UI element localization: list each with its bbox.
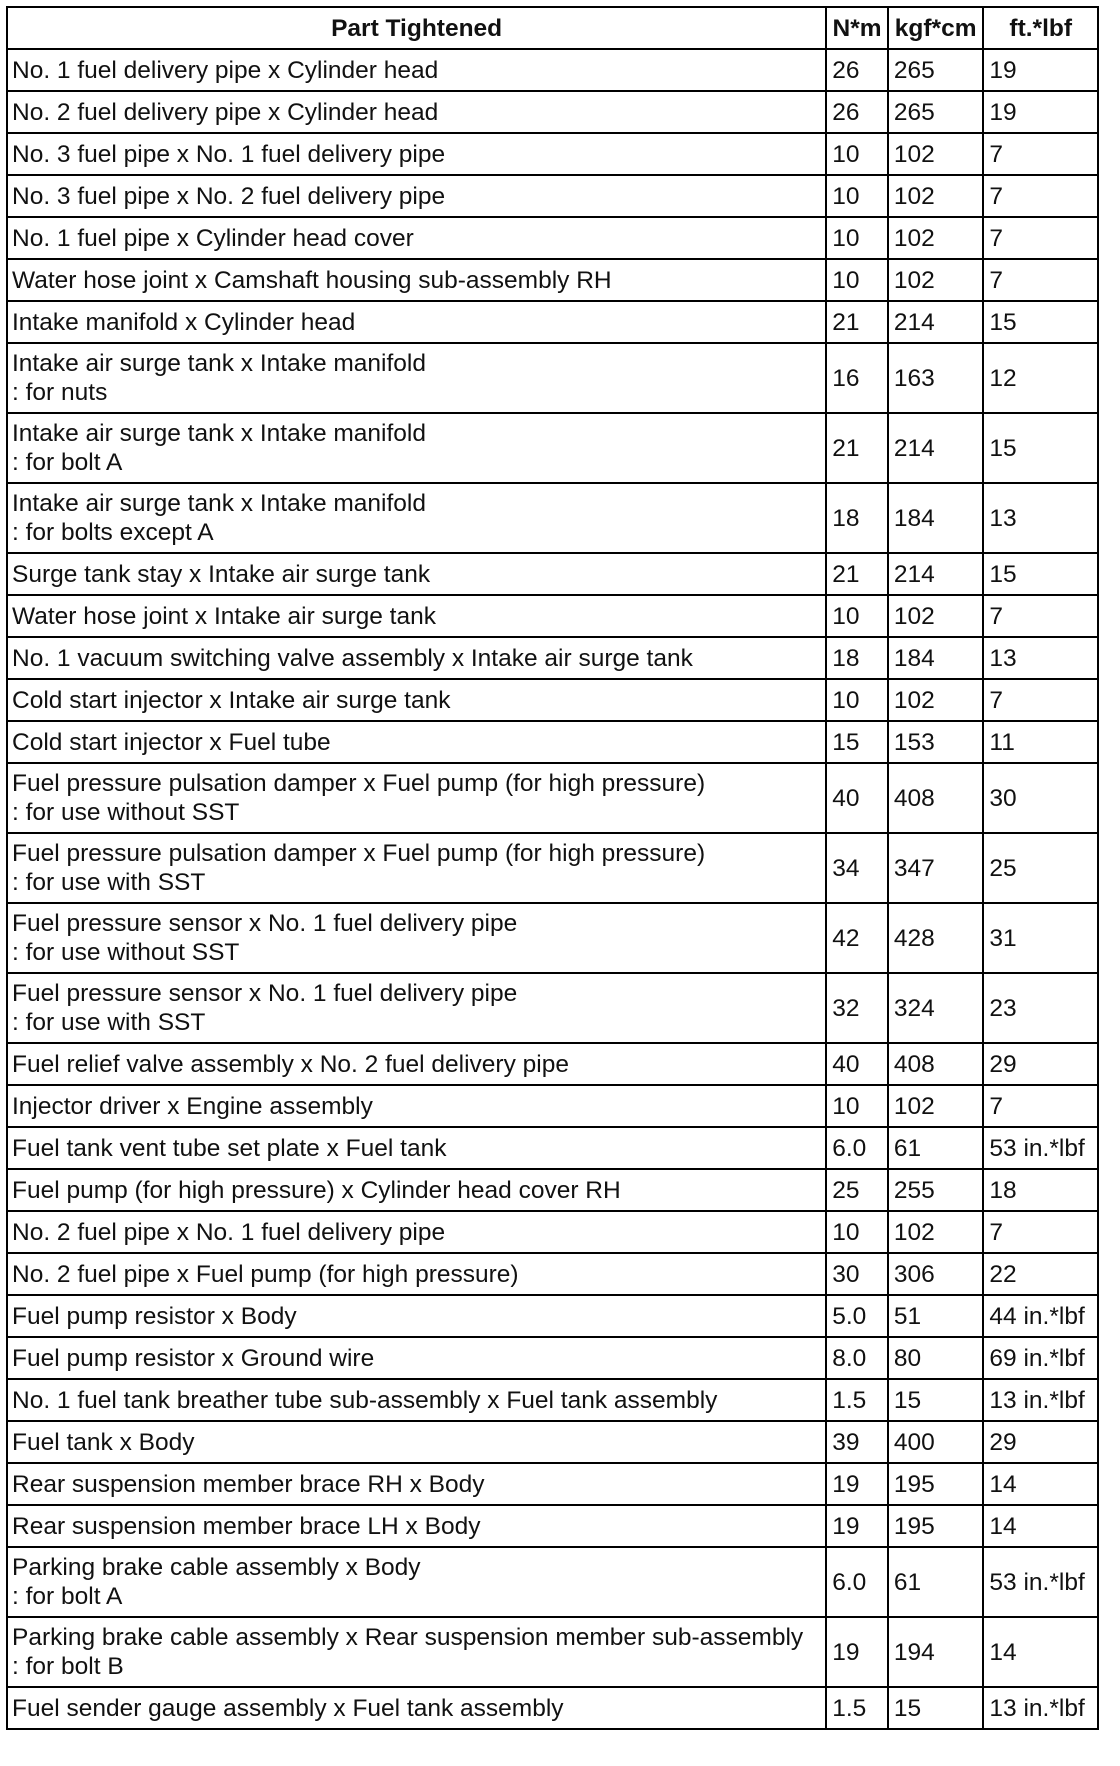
part-name: Fuel pump resistor x Ground wire [12, 1344, 375, 1372]
ft-lbf-value-cell: 15 [983, 413, 1098, 483]
part-tightened-cell [7, 1421, 826, 1463]
part-tightened-cell [7, 903, 826, 973]
kgf-cm-value-cell: 184 [888, 483, 984, 553]
ft-lbf-value-cell: 7 [983, 595, 1098, 637]
nm-value-cell: 25 [826, 1169, 888, 1211]
nm-value-cell: 21 [826, 553, 888, 595]
part-tightened-cell [7, 301, 826, 343]
part-name: Intake air surge tank x Intake manifold [12, 350, 426, 377]
ft-lbf-value-cell: 31 [983, 903, 1098, 973]
ft-lbf-value-cell: 7 [983, 679, 1098, 721]
part-name: Cold start injector x Intake air surge tank [12, 686, 451, 714]
table-row [7, 259, 1098, 301]
table-row [7, 1505, 1098, 1547]
part-tightened-cell [7, 1253, 826, 1295]
part-name: No. 1 vacuum switching valve assembly x Intake air surge tank [12, 644, 693, 672]
part-name: No. 1 fuel tank breather tube sub-assembly x Fuel tank assembly [12, 1386, 718, 1414]
part-name: Fuel pressure sensor x No. 1 fuel delivery pipe [12, 910, 518, 937]
part-name: Water hose joint x Camshaft housing sub-assembly RH [12, 266, 612, 294]
part-tightened-cell [7, 49, 826, 91]
nm-value-cell: 5.0 [826, 1295, 888, 1337]
header-row [7, 7, 1098, 49]
table-row [7, 483, 1098, 553]
nm-value-cell: 16 [826, 343, 888, 413]
ft-lbf-value-cell: 14 [983, 1463, 1098, 1505]
kgf-cm-value-cell: 347 [888, 833, 984, 903]
header-ft-lbf: ft.*lbf [983, 7, 1098, 49]
nm-value-cell: 10 [826, 679, 888, 721]
nm-value-cell: 30 [826, 1253, 888, 1295]
ft-lbf-value-cell: 53 in.*lbf [983, 1127, 1098, 1169]
kgf-cm-value-cell: 102 [888, 133, 984, 175]
table-row [7, 1687, 1098, 1729]
table-row [7, 1169, 1098, 1211]
table-row [7, 1337, 1098, 1379]
ft-lbf-value-cell: 15 [983, 301, 1098, 343]
part-name: Intake air surge tank x Intake manifold [12, 490, 426, 517]
table-row [7, 679, 1098, 721]
kgf-cm-value-cell: 163 [888, 343, 984, 413]
kgf-cm-value-cell: 15 [888, 1687, 984, 1729]
header-nm: N*m [826, 7, 888, 49]
ft-lbf-value-cell: 7 [983, 133, 1098, 175]
part-name: No. 1 fuel pipe x Cylinder head cover [12, 224, 414, 252]
table-row [7, 1379, 1098, 1421]
part-tightened-cell [7, 259, 826, 301]
table-row [7, 343, 1098, 413]
kgf-cm-value-cell: 214 [888, 301, 984, 343]
part-tightened-cell [7, 1295, 826, 1337]
table-row [7, 595, 1098, 637]
part-name: Fuel pump (for high pressure) x Cylinder head cover RH [12, 1176, 621, 1204]
part-name: Fuel tank x Body [12, 1428, 195, 1456]
ft-lbf-value-cell: 14 [983, 1505, 1098, 1547]
part-tightened-cell [7, 1463, 826, 1505]
ft-lbf-value-cell: 13 [983, 483, 1098, 553]
kgf-cm-value-cell: 102 [888, 217, 984, 259]
part-name: Fuel pump resistor x Body [12, 1302, 297, 1330]
nm-value-cell: 10 [826, 217, 888, 259]
kgf-cm-value-cell: 408 [888, 763, 984, 833]
nm-value-cell: 10 [826, 133, 888, 175]
ft-lbf-value-cell: 23 [983, 973, 1098, 1043]
kgf-cm-value-cell: 214 [888, 413, 984, 483]
nm-value-cell: 26 [826, 91, 888, 133]
part-name: Fuel pressure sensor x No. 1 fuel delivery pipe [12, 980, 518, 1007]
nm-value-cell: 8.0 [826, 1337, 888, 1379]
nm-value-cell: 19 [826, 1505, 888, 1547]
table-row [7, 637, 1098, 679]
header-part-tightened: Part Tightened [7, 7, 826, 49]
table-row [7, 1211, 1098, 1253]
part-note: : for nuts [12, 379, 108, 406]
ft-lbf-value-cell: 44 in.*lbf [983, 1295, 1098, 1337]
part-tightened-cell [7, 413, 826, 483]
table-row [7, 1421, 1098, 1463]
kgf-cm-value-cell: 255 [888, 1169, 984, 1211]
nm-value-cell: 15 [826, 721, 888, 763]
part-tightened-cell [7, 343, 826, 413]
kgf-cm-value-cell: 102 [888, 679, 984, 721]
part-tightened-cell [7, 483, 826, 553]
part-tightened-cell [7, 1127, 826, 1169]
part-tightened-cell [7, 595, 826, 637]
table-row [7, 1547, 1098, 1617]
kgf-cm-value-cell: 265 [888, 91, 984, 133]
kgf-cm-value-cell: 400 [888, 1421, 984, 1463]
table-row [7, 903, 1098, 973]
part-tightened-cell [7, 1547, 826, 1617]
kgf-cm-value-cell: 153 [888, 721, 984, 763]
ft-lbf-value-cell: 7 [983, 1085, 1098, 1127]
nm-value-cell: 21 [826, 301, 888, 343]
part-name: Rear suspension member brace LH x Body [12, 1512, 481, 1540]
nm-value-cell: 10 [826, 1211, 888, 1253]
kgf-cm-value-cell: 102 [888, 595, 984, 637]
part-name: Intake manifold x Cylinder head [12, 308, 356, 336]
table-row [7, 833, 1098, 903]
kgf-cm-value-cell: 194 [888, 1617, 984, 1687]
part-tightened-cell [7, 763, 826, 833]
ft-lbf-value-cell: 14 [983, 1617, 1098, 1687]
kgf-cm-value-cell: 102 [888, 175, 984, 217]
table-row [7, 1617, 1098, 1687]
nm-value-cell: 10 [826, 175, 888, 217]
part-tightened-cell [7, 721, 826, 763]
part-name: Cold start injector x Fuel tube [12, 728, 331, 756]
part-name: No. 1 fuel delivery pipe x Cylinder head [12, 56, 439, 84]
table-body [7, 49, 1098, 1729]
nm-value-cell: 6.0 [826, 1127, 888, 1169]
ft-lbf-value-cell: 7 [983, 217, 1098, 259]
kgf-cm-value-cell: 80 [888, 1337, 984, 1379]
kgf-cm-value-cell: 195 [888, 1463, 984, 1505]
kgf-cm-value-cell: 51 [888, 1295, 984, 1337]
table-row [7, 763, 1098, 833]
part-name: Fuel sender gauge assembly x Fuel tank assembly [12, 1694, 564, 1722]
part-note: : for bolt A [12, 449, 123, 476]
table-row [7, 1127, 1098, 1169]
kgf-cm-value-cell: 214 [888, 553, 984, 595]
part-tightened-cell [7, 1505, 826, 1547]
ft-lbf-value-cell: 69 in.*lbf [983, 1337, 1098, 1379]
part-tightened-cell [7, 833, 826, 903]
table-row [7, 49, 1098, 91]
part-note: : for use without SST [12, 939, 240, 966]
ft-lbf-value-cell: 19 [983, 91, 1098, 133]
kgf-cm-value-cell: 15 [888, 1379, 984, 1421]
part-name: Fuel relief valve assembly x No. 2 fuel delivery pipe [12, 1050, 569, 1078]
header-kgf-cm: kgf*cm [888, 7, 984, 49]
nm-value-cell: 40 [826, 763, 888, 833]
part-name: No. 3 fuel pipe x No. 1 fuel delivery pipe [12, 140, 446, 168]
table-row [7, 1043, 1098, 1085]
ft-lbf-value-cell: 12 [983, 343, 1098, 413]
part-tightened-cell [7, 973, 826, 1043]
part-name: Surge tank stay x Intake air surge tank [12, 560, 431, 588]
part-name: No. 3 fuel pipe x No. 2 fuel delivery pipe [12, 182, 446, 210]
part-note: : for bolt A [12, 1583, 123, 1610]
ft-lbf-value-cell: 19 [983, 49, 1098, 91]
part-tightened-cell [7, 175, 826, 217]
nm-value-cell: 1.5 [826, 1379, 888, 1421]
nm-value-cell: 34 [826, 833, 888, 903]
ft-lbf-value-cell: 18 [983, 1169, 1098, 1211]
part-tightened-cell [7, 1617, 826, 1687]
table-row [7, 1253, 1098, 1295]
part-tightened-cell [7, 1379, 826, 1421]
ft-lbf-value-cell: 13 in.*lbf [983, 1379, 1098, 1421]
part-name: Fuel pressure pulsation damper x Fuel pump (for high pressure) [12, 770, 706, 797]
kgf-cm-value-cell: 408 [888, 1043, 984, 1085]
kgf-cm-value-cell: 265 [888, 49, 984, 91]
table-row [7, 973, 1098, 1043]
part-name: Injector driver x Engine assembly [12, 1092, 373, 1120]
table-row [7, 1463, 1098, 1505]
ft-lbf-value-cell: 22 [983, 1253, 1098, 1295]
part-tightened-cell [7, 1043, 826, 1085]
nm-value-cell: 42 [826, 903, 888, 973]
kgf-cm-value-cell: 306 [888, 1253, 984, 1295]
part-name: Intake air surge tank x Intake manifold [12, 420, 426, 447]
part-note: : for bolt B [12, 1653, 124, 1680]
nm-value-cell: 19 [826, 1463, 888, 1505]
ft-lbf-value-cell: 7 [983, 175, 1098, 217]
nm-value-cell: 1.5 [826, 1687, 888, 1729]
nm-value-cell: 26 [826, 49, 888, 91]
part-tightened-cell [7, 1169, 826, 1211]
part-note: : for use without SST [12, 799, 240, 826]
part-tightened-cell [7, 1687, 826, 1729]
ft-lbf-value-cell: 13 in.*lbf [983, 1687, 1098, 1729]
kgf-cm-value-cell: 61 [888, 1127, 984, 1169]
part-tightened-cell [7, 1211, 826, 1253]
ft-lbf-value-cell: 7 [983, 1211, 1098, 1253]
table-row [7, 1295, 1098, 1337]
nm-value-cell: 19 [826, 1617, 888, 1687]
table-row [7, 553, 1098, 595]
part-name: No. 2 fuel delivery pipe x Cylinder head [12, 98, 439, 126]
kgf-cm-value-cell: 324 [888, 973, 984, 1043]
kgf-cm-value-cell: 61 [888, 1547, 984, 1617]
ft-lbf-value-cell: 29 [983, 1043, 1098, 1085]
table-row [7, 1085, 1098, 1127]
part-note: : for use with SST [12, 1009, 206, 1036]
table-row [7, 413, 1098, 483]
nm-value-cell: 10 [826, 259, 888, 301]
ft-lbf-value-cell: 53 in.*lbf [983, 1547, 1098, 1617]
part-name: No. 2 fuel pipe x Fuel pump (for high pressure) [12, 1260, 519, 1288]
part-tightened-cell [7, 217, 826, 259]
part-tightened-cell [7, 1337, 826, 1379]
part-tightened-cell [7, 91, 826, 133]
table-row [7, 301, 1098, 343]
part-tightened-cell [7, 679, 826, 721]
nm-value-cell: 10 [826, 595, 888, 637]
part-name: Parking brake cable assembly x Rear suspension member sub-assembly [12, 1624, 804, 1651]
part-name: No. 2 fuel pipe x No. 1 fuel delivery pipe [12, 1218, 446, 1246]
nm-value-cell: 18 [826, 483, 888, 553]
nm-value-cell: 18 [826, 637, 888, 679]
part-name: Rear suspension member brace RH x Body [12, 1470, 485, 1498]
kgf-cm-value-cell: 195 [888, 1505, 984, 1547]
part-tightened-cell [7, 1085, 826, 1127]
ft-lbf-value-cell: 15 [983, 553, 1098, 595]
table-row [7, 91, 1098, 133]
table-row [7, 217, 1098, 259]
nm-value-cell: 39 [826, 1421, 888, 1463]
part-note: : for bolts except A [12, 519, 214, 546]
kgf-cm-value-cell: 428 [888, 903, 984, 973]
torque-spec-table [6, 6, 1099, 1730]
nm-value-cell: 32 [826, 973, 888, 1043]
part-name: Water hose joint x Intake air surge tank [12, 602, 436, 630]
ft-lbf-value-cell: 11 [983, 721, 1098, 763]
part-name: Parking brake cable assembly x Body [12, 1554, 421, 1581]
ft-lbf-value-cell: 25 [983, 833, 1098, 903]
nm-value-cell: 21 [826, 413, 888, 483]
kgf-cm-value-cell: 102 [888, 1085, 984, 1127]
nm-value-cell: 6.0 [826, 1547, 888, 1617]
part-note: : for use with SST [12, 869, 206, 896]
part-name: Fuel pressure pulsation damper x Fuel pump (for high pressure) [12, 840, 706, 867]
table-row [7, 721, 1098, 763]
part-tightened-cell [7, 133, 826, 175]
kgf-cm-value-cell: 102 [888, 259, 984, 301]
ft-lbf-value-cell: 7 [983, 259, 1098, 301]
table-row [7, 133, 1098, 175]
nm-value-cell: 40 [826, 1043, 888, 1085]
kgf-cm-value-cell: 184 [888, 637, 984, 679]
ft-lbf-value-cell: 30 [983, 763, 1098, 833]
ft-lbf-value-cell: 29 [983, 1421, 1098, 1463]
part-name: Fuel tank vent tube set plate x Fuel tank [12, 1134, 447, 1162]
kgf-cm-value-cell: 102 [888, 1211, 984, 1253]
part-tightened-cell [7, 637, 826, 679]
ft-lbf-value-cell: 13 [983, 637, 1098, 679]
nm-value-cell: 10 [826, 1085, 888, 1127]
table-row [7, 175, 1098, 217]
part-tightened-cell [7, 553, 826, 595]
